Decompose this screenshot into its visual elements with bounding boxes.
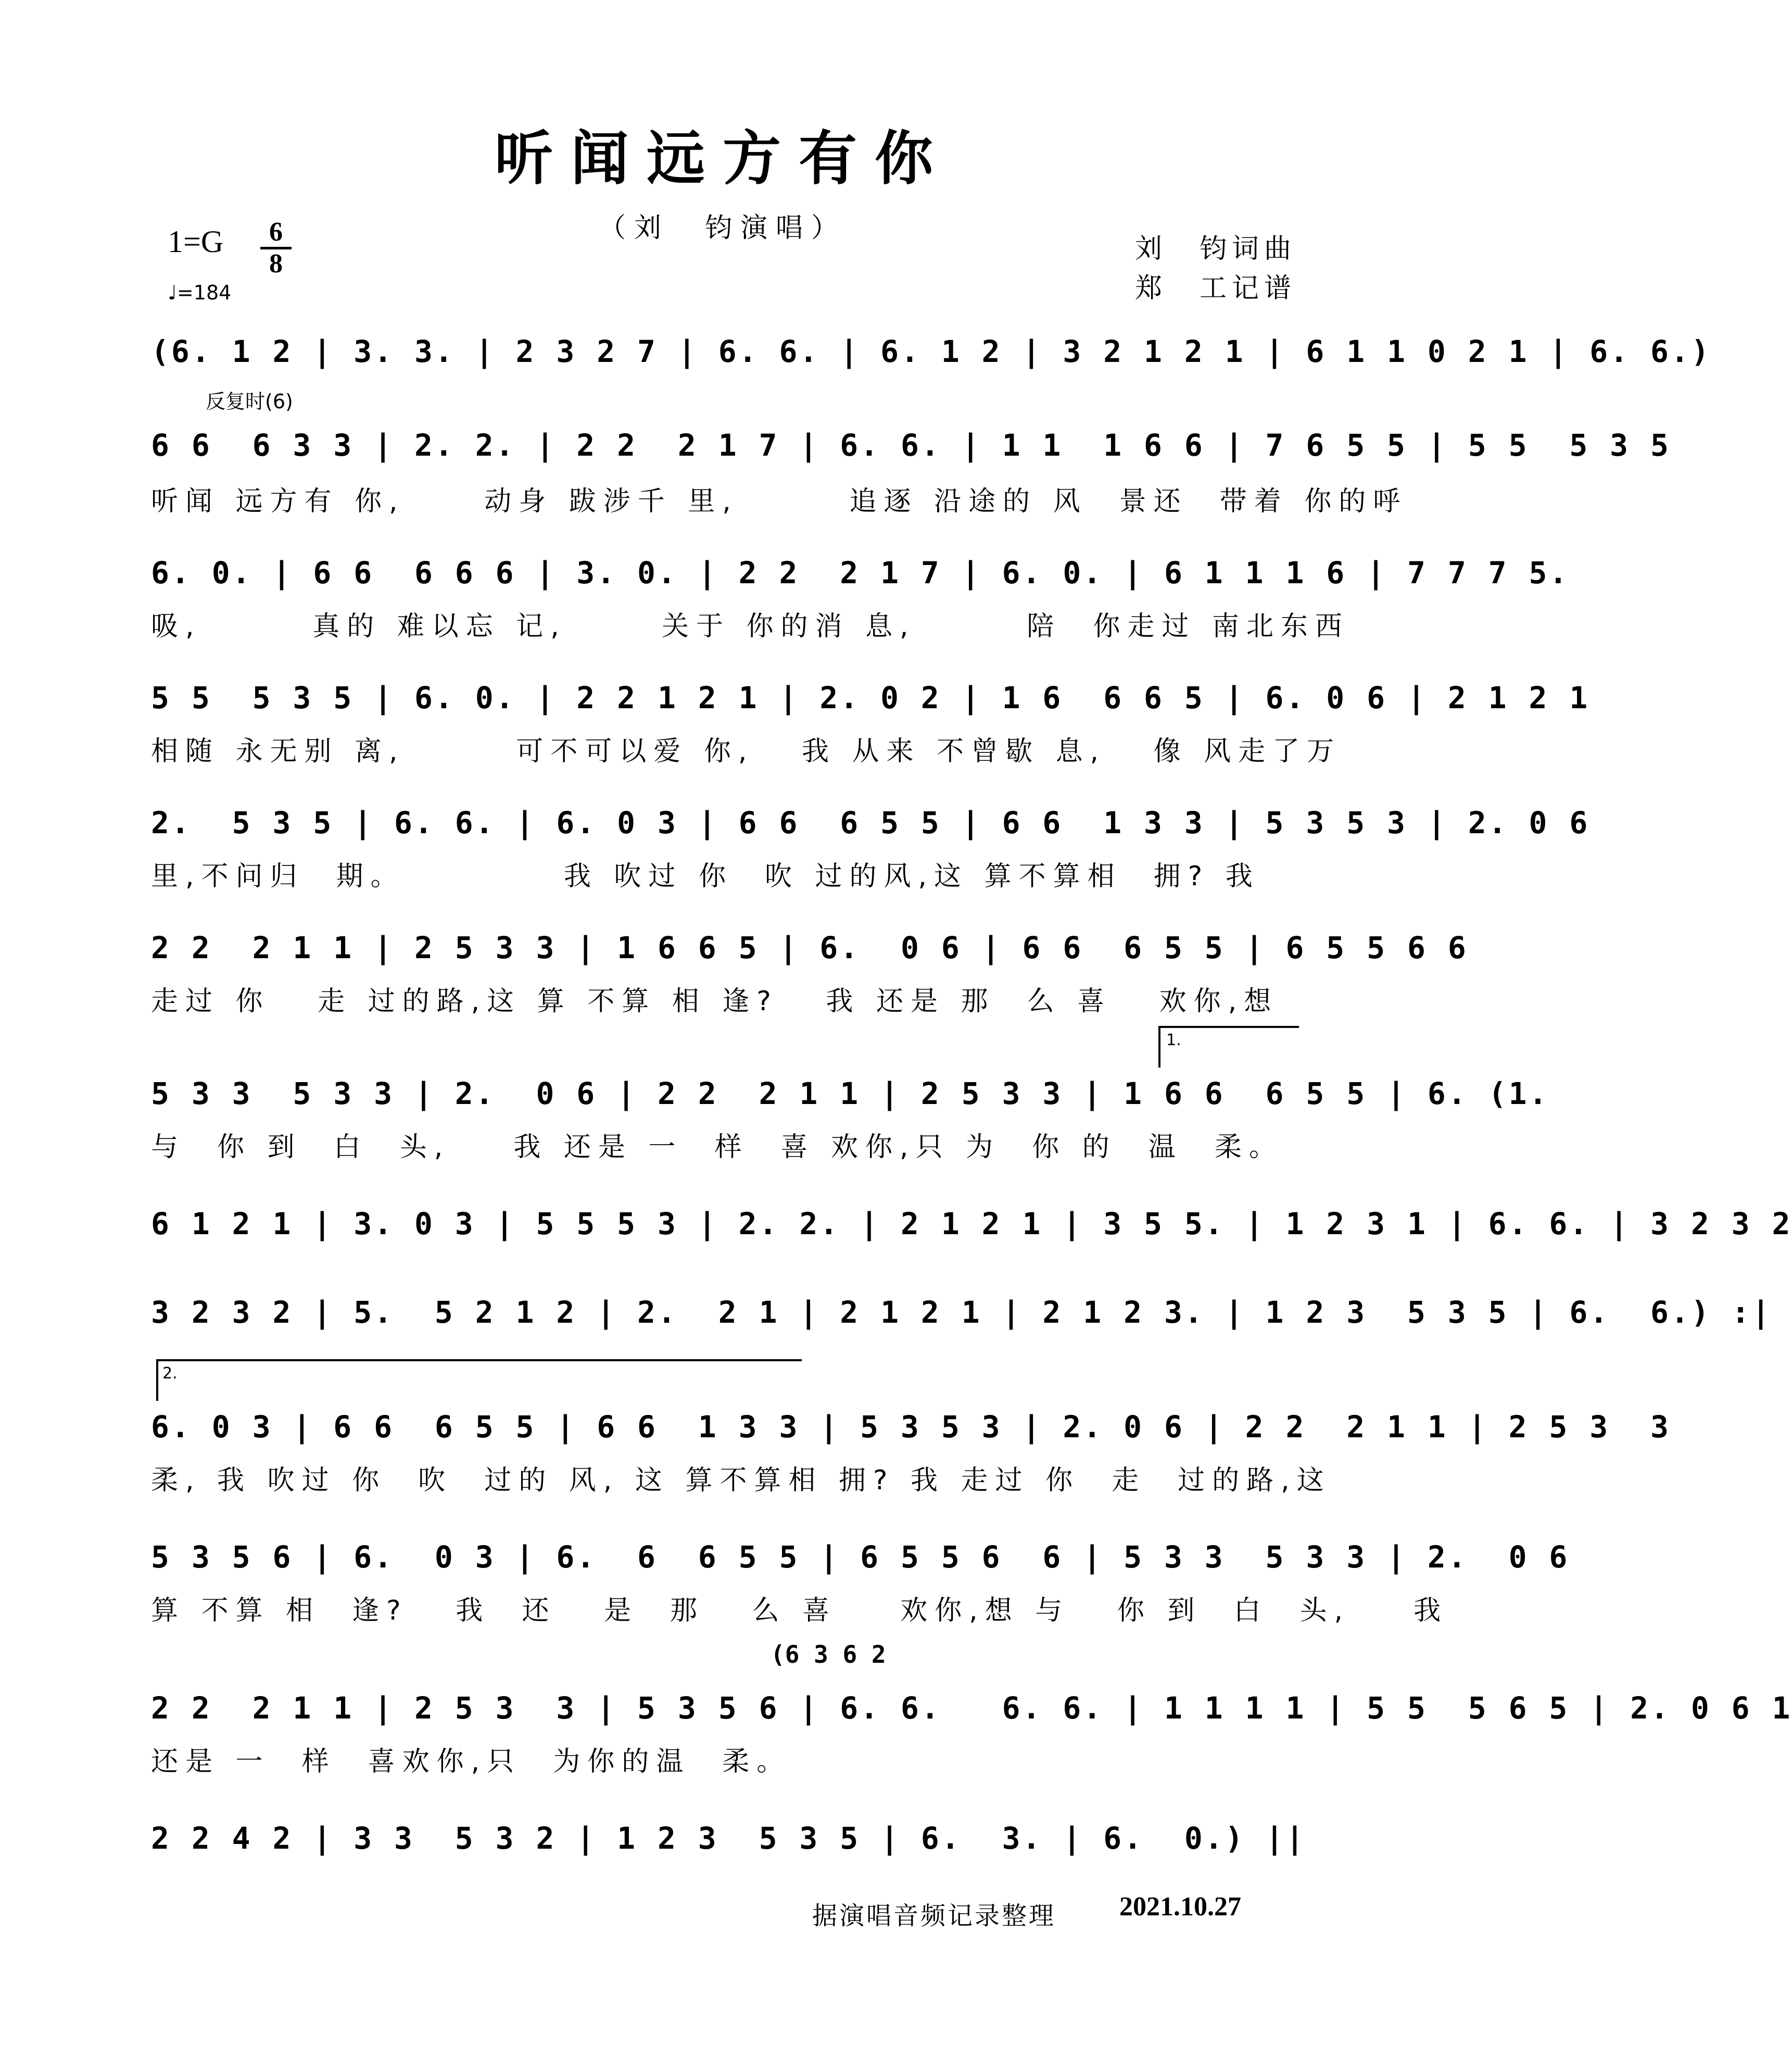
score-row-9 [151,1281,1772,1344]
time-signature-bottom: 8 [269,249,283,279]
volta-2-label: 2. [162,1364,178,1383]
notation-row-5: 2. 5 3 5 | 6. 6. | 6. 0 3 | 6 6 6 5 5 | 6 6 1 3 3 | 5 3 5 3 | 2. 0 6 [151,805,1590,840]
notation-row-8: 6 1 2 1 | 3. 0 3 | 5 5 5 3 | 2. 2. | 2 1 2 1 | 3 5 5. | 1 2 3 1 | 6. 6. | 3 2 3 2 [151,1206,1792,1241]
lyrics-row-7: 与 你 到 白 头, 我 还是 一 样 喜 欢你,只 为 你 的 温 柔。 [151,1132,1283,1163]
notation-row-4: 5 5 5 3 5 | 6. 0. | 2 2 1 2 1 | 2. 0 2 | 1 6 6 6 5 | 6. 0 6 | 2 1 2 1 [151,680,1590,716]
notation-row-7: 5 3 3 5 3 3 | 2. 0 6 | 2 2 2 1 1 | 2 5 3 3 | 1 6 6 6 5 5 | 6. (1. [151,1076,1549,1111]
volta-2-bracket-side [156,1359,158,1401]
lyrics-row-11: 算 不算 相 逢? 我 还 是 那 么 喜 欢你,想 与 你 到 白 头, 我 [151,1595,1448,1626]
score-row-13 [151,1807,1312,1870]
lyricist-composer: 刘 钧词曲 [1135,233,1297,265]
score-row-6 [151,917,1468,979]
credits [1135,229,1296,308]
score-row-12 [151,1677,1792,1739]
alternate-notes: (6 3 6 2 [771,1640,886,1668]
score-row-1 [151,320,1711,383]
volta-1-bracket [1158,1026,1299,1028]
lyrics-row-4: 相随 永无别 离, 可不可以爱 你, 我 从来 不曾歇 息, 像 风走了万 [151,736,1342,767]
lyrics-row-3: 吸, 真的 难以忘 记, 关于 你的消 息, 陪 你走过 南北东西 [151,611,1349,642]
performer-subtitle: （刘 钧演唱） [598,212,847,244]
lyrics-row-2: 听闻 远方有 你, 动身 跋涉千 里, 追逐 沿途的 风 景还 带着 你的呼 [151,486,1408,517]
notation-row-6: 2 2 2 1 1 | 2 5 3 3 | 1 6 6 5 | 6. 0 6 | 6 6 6 5 5 | 6 5 5 6 6 [151,930,1468,965]
score-row-4 [151,667,1590,729]
transcriber: 郑 工记谱 [1135,273,1297,304]
time-signature [260,219,292,278]
tempo-marking: ♩=184 [168,281,232,304]
score-row-10 [151,1396,1671,1458]
song-title: 听闻远方有你 [495,124,951,193]
score-row-11 [151,1526,1570,1588]
lyrics-row-6: 走过 你 走 过的路,这 算 不算 相 逢? 我 还是 那 么 喜 欢你,想 [151,986,1279,1017]
time-signature-top: 6 [269,217,283,247]
notation-row-2: 6 6 6 3 3 | 2. 2. | 2 2 2 1 7 | 6. 6. | 1 1 1 6 6 | 7 6 5 5 | 5 5 5 3 5 [151,428,1671,463]
lyrics-row-5: 里,不问归 期。 我 吹过 你 吹 过的风,这 算不算相 拥? 我 [151,861,1260,892]
source-note: 据演唱音频记录整理 [812,1901,1056,1930]
key-signature: 1=G [168,224,224,259]
transcription-date: 2021.10.27 [1119,1892,1241,1922]
score-row-7 [151,1062,1549,1125]
notation-row-10: 6. 0 3 | 6 6 6 5 5 | 6 6 1 3 3 | 5 3 5 3 | 2. 0 6 | 2 2 2 1 1 | 2 5 3 3 [151,1409,1671,1445]
notation-row-1: (6. 1 2 | 3. 3. | 2 3 2 7 | 6. 6. | 6. 1 2 | 3 2 1 2 1 | 6 1 1 0 2 1 | 6. 6.) [151,334,1711,369]
score-row-2 [151,414,1671,476]
notation-row-9: 3 2 3 2 | 5. 5 2 1 2 | 2. 2 1 | 2 1 2 1 | 2 1 2 3. | 1 2 3 5 3 5 | 6. 6.) :| [151,1295,1772,1330]
volta-2-bracket [156,1359,802,1361]
notation-row-12: 2 2 2 1 1 | 2 5 3 3 | 5 3 5 6 | 6. 6. 6. 6. | 1 1 1 1 | 5 5 5 6 5 | 2. 0 6 1 [151,1690,1792,1726]
repeat-annotation: 反复时(6) [206,390,293,413]
notation-row-11: 5 3 5 6 | 6. 0 3 | 6. 6 6 5 5 | 6 5 5 6 6 | 5 3 3 5 3 3 | 2. 0 6 [151,1539,1570,1575]
notation-row-13: 2 2 4 2 | 3 3 5 3 2 | 1 2 3 5 3 5 | 6. 3. | 6. 0.) || [151,1821,1306,1856]
score-row-8 [151,1193,1792,1255]
notation-row-3: 6. 0. | 6 6 6 6 6 | 3. 0. | 2 2 2 1 7 | 6. 0. | 6 1 1 1 6 | 7 7 7 5. [151,555,1570,591]
score-row-5 [151,792,1590,854]
score-row-3 [151,542,1570,604]
volta-1-label: 1. [1166,1031,1181,1049]
lyrics-row-10: 柔, 我 吹过 你 吹 过的 风, 这 算不算相 拥? 我 走过 你 走 过的路,这 [151,1465,1331,1496]
lyrics-row-12: 还是 一 样 喜欢你,只 为你的温 柔。 [151,1746,791,1777]
volta-1-bracket-side [1158,1026,1160,1068]
